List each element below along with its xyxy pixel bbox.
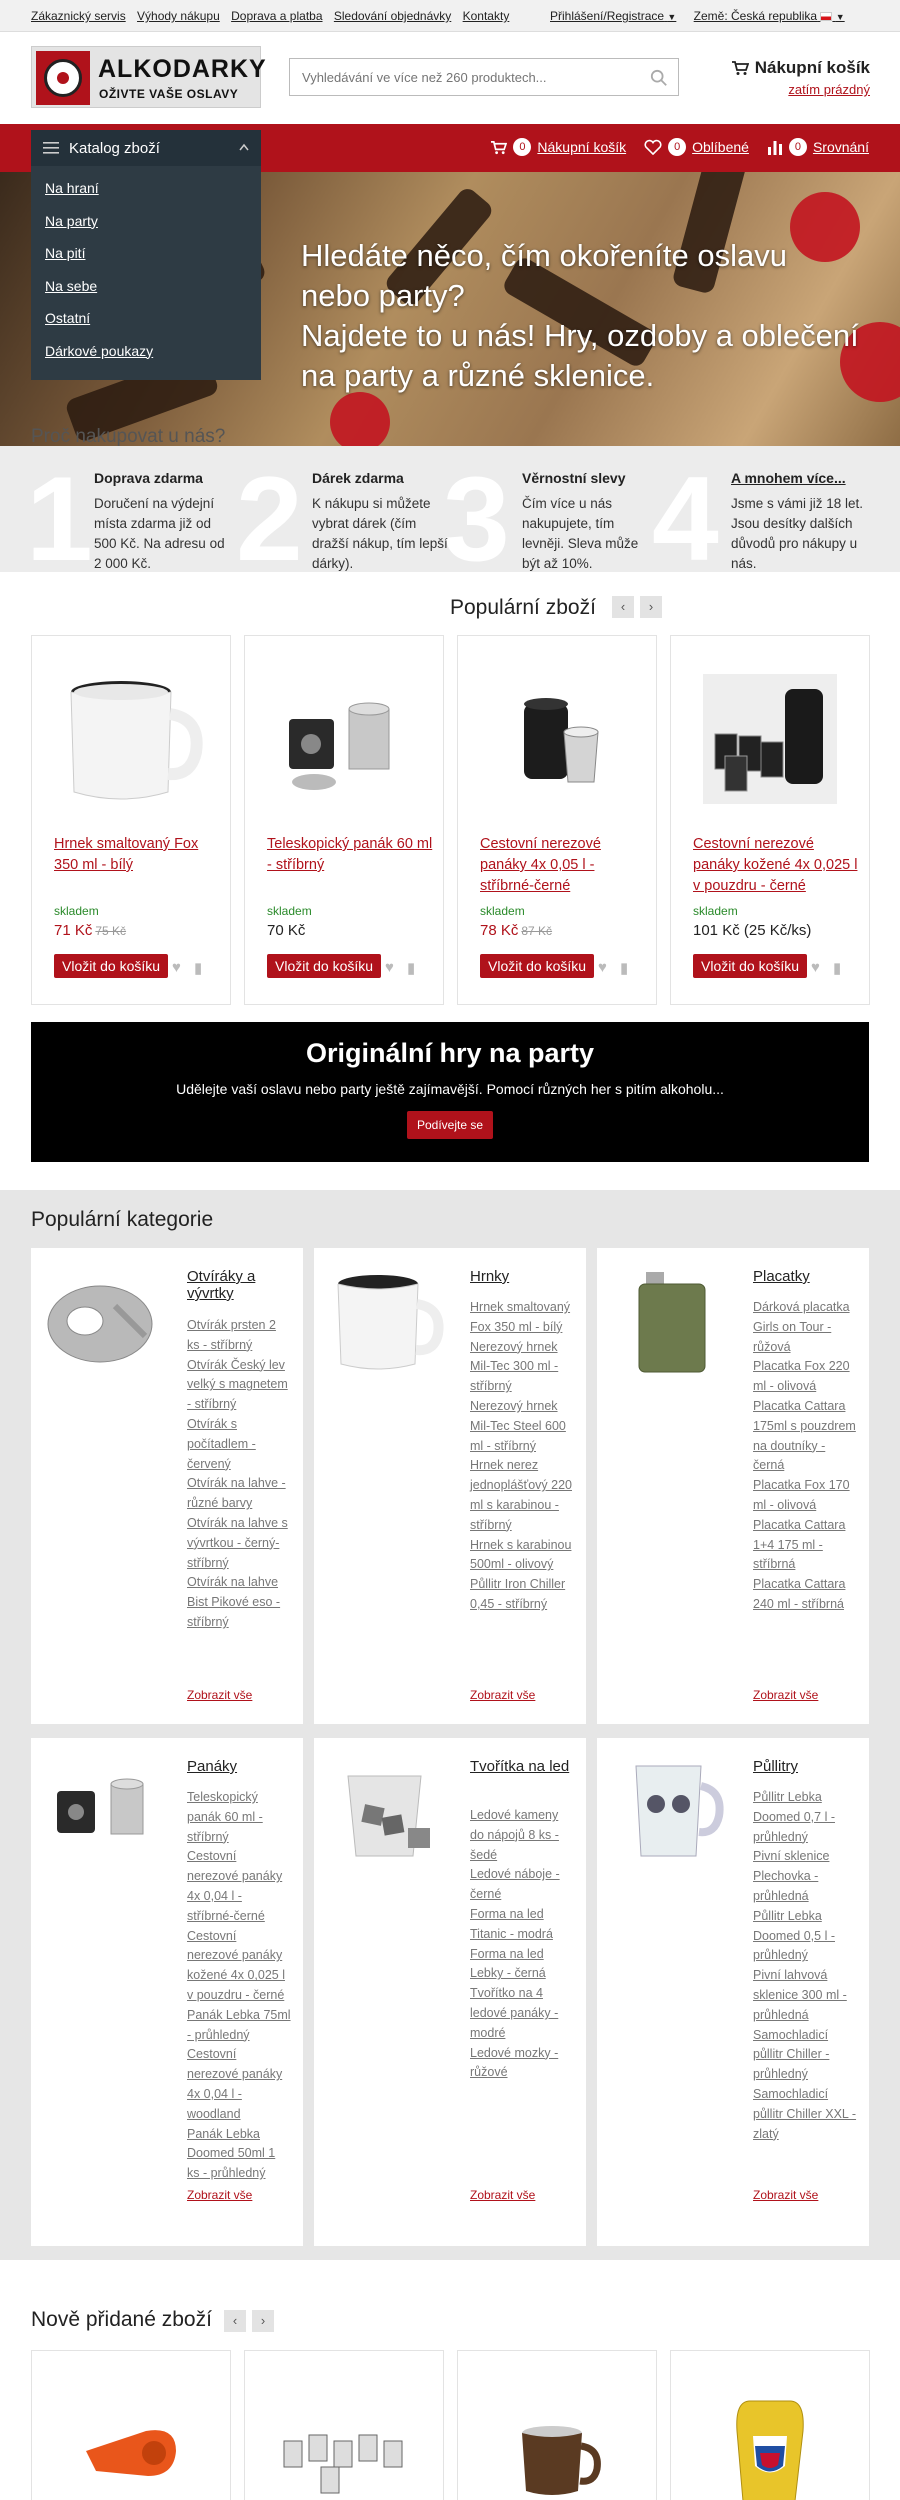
compare-count-badge: 0	[789, 138, 807, 156]
product-image-travel-shots[interactable]	[482, 664, 632, 814]
category-product-link[interactable]: Pivní lahvová sklenice 300 ml - průhledná	[753, 1968, 847, 2022]
top-bar	[0, 0, 900, 32]
category-product-list	[187, 1788, 291, 2184]
category-image-ice-molds[interactable]	[328, 1756, 446, 1866]
compare-bars-icon[interactable]: ▮	[833, 960, 842, 977]
category-product-link[interactable]: Cestovní nerezové panáky kožené 4x 0,025 l v pouzdru - černé	[187, 1928, 285, 2002]
heart-icon[interactable]: ♥	[385, 959, 394, 976]
category-product-link[interactable]: Ledové kameny do nápojů 8 ks - šedé	[470, 1808, 559, 1862]
category-product-link[interactable]: Forma na led Lebky - černá	[470, 1946, 546, 1981]
link-order-tracking[interactable]: Sledování objednávky	[333, 9, 452, 23]
product-image-slovak-opener[interactable]	[695, 2391, 845, 2500]
category-product-link[interactable]: Cestovní nerezové panáky 4x 0,04 l - stříbrné-černé	[187, 1849, 283, 1923]
cart-status: zatím prázdný	[788, 82, 870, 97]
prev-arrow-icon[interactable]: ‹	[224, 2310, 246, 2332]
category-product-link[interactable]: Samochladicí půllitr Chiller XXL - zlatý	[753, 2086, 857, 2141]
link-contacts[interactable]: Kontakty	[462, 9, 510, 23]
category-product-link[interactable]: Ledové náboje - černé	[470, 1867, 560, 1902]
catalog-menu	[31, 130, 261, 380]
add-to-cart-button[interactable]: Vložit do košíku	[693, 954, 807, 978]
why-us-title: Proč nakupovat u nás?	[31, 426, 226, 447]
why-us-section	[0, 426, 900, 586]
add-to-cart-button[interactable]: Vložit do košíku	[54, 954, 168, 978]
catalog-item-na-sebe[interactable]: Na sebe	[45, 277, 98, 294]
product-image-shot-glasses-set[interactable]	[269, 2391, 419, 2500]
product-image-telescopic-shot[interactable]	[269, 664, 419, 814]
logo-emblem-icon	[36, 51, 90, 105]
show-all-link[interactable]: Zobrazit vše	[187, 1688, 253, 1702]
category-card-ice-molds	[314, 1738, 586, 2246]
category-product-link[interactable]: Dárková placatka Girls on Tour - růžová	[753, 1300, 850, 1354]
login-link[interactable]: Přihlášení/Registrace ▼	[550, 9, 677, 23]
category-product-link[interactable]: Otvírák na lahve Bist Pikové eso - stříbrný	[187, 1575, 281, 1629]
category-image-shots[interactable]	[45, 1756, 163, 1866]
add-to-cart-button[interactable]: Vložit do košíku	[480, 954, 594, 978]
compare-bars-icon[interactable]: ▮	[407, 960, 416, 977]
compare-bars-icon[interactable]: ▮	[194, 960, 203, 977]
header-cart[interactable]: Nákupní košík zatím prázdný	[725, 58, 870, 97]
category-image-mugs[interactable]	[328, 1266, 446, 1376]
category-title[interactable]: Hrnky	[470, 1268, 510, 1285]
category-card-flasks	[597, 1248, 869, 1724]
category-product-link[interactable]: Otvírák na lahve - různé barvy	[187, 1476, 286, 1511]
heart-icon[interactable]: ♥	[811, 959, 820, 976]
product-price: 101 Kč (25 Kč/ks)	[693, 922, 812, 939]
old-price: 75 Kč	[95, 924, 127, 938]
show-all-link[interactable]: Zobrazit vše	[470, 1688, 536, 1702]
heart-icon	[644, 139, 662, 155]
category-title[interactable]: Půllitry	[753, 1758, 799, 1775]
product-name[interactable]: Cestovní nerezové panáky kožené 4x 0,025 l v pouzdru - černé	[693, 836, 858, 894]
category-product-link[interactable]: Otvírák prsten 2 ks - stříbrný	[187, 1318, 276, 1352]
show-all-link[interactable]: Zobrazit vše	[470, 2188, 536, 2202]
search-icon[interactable]	[650, 69, 668, 87]
category-title[interactable]: Otvíráky a vývrtky	[187, 1268, 256, 1302]
category-product-link[interactable]: Otvírák Český lev velký s magnetem - stříbrný	[187, 1357, 288, 1412]
category-image-flasks[interactable]	[611, 1266, 729, 1376]
category-product-list	[470, 1298, 574, 1615]
category-product-link[interactable]: Placatka Cattara 175ml s pouzdrem na doutníky - černá	[753, 1398, 856, 1473]
category-product-link[interactable]: Hrnek smaltovaný Fox 350 ml - bílý	[470, 1300, 571, 1334]
category-product-link[interactable]: Nerezový hrnek Mil-Tec Steel 600 ml - stříbrný	[470, 1398, 566, 1453]
category-image-openers[interactable]	[45, 1266, 163, 1376]
compare-bars-icon[interactable]: ▮	[620, 960, 629, 977]
category-title[interactable]: Placatky	[753, 1268, 810, 1285]
product-card[interactable]	[31, 635, 231, 1005]
nav-compare[interactable]: 0 Srovnání	[767, 138, 869, 156]
category-product-link[interactable]: Placatka Cattara 240 ml - stříbrná	[753, 1577, 846, 1611]
product-name[interactable]: Cestovní nerezové panáky 4x 0,05 l - stříbrné-černé	[480, 836, 601, 894]
product-price: 71 Kč 75 Kč	[54, 922, 127, 939]
prev-arrow-icon[interactable]: ‹	[612, 596, 634, 618]
product-card[interactable]	[670, 635, 870, 1005]
stock-status: skladem	[480, 904, 525, 918]
new-product-card[interactable]	[31, 2350, 231, 2500]
search-input[interactable]	[290, 59, 630, 95]
category-product-link[interactable]: Placatka Fox 220 ml - olivová	[753, 1359, 850, 1394]
category-product-link[interactable]: Nerezový hrnek Mil-Tec 300 ml - stříbrný	[470, 1339, 559, 1394]
brand-name: ALKODARKY	[98, 55, 267, 83]
benefit-loyalty: Věrnostní slevy Čím více u nás nakupujete, tím levněji. Sleva může být až 10%.	[522, 470, 639, 571]
category-product-link[interactable]: Otvírák s počítadlem - červený	[187, 1416, 256, 1471]
stock-status: skladem	[54, 904, 99, 918]
category-product-link[interactable]: Forma na led Titanic - modrá	[470, 1906, 553, 1941]
catalog-item-na-hrani[interactable]: Na hraní	[45, 180, 99, 196]
popular-categories-section	[0, 1190, 900, 2260]
catalog-toggle[interactable]: Katalog zboží	[31, 130, 261, 166]
category-image-skull-mug[interactable]	[611, 1756, 729, 1866]
category-card-shots	[31, 1738, 303, 2246]
new-product-card[interactable]	[244, 2350, 444, 2500]
link-shipping[interactable]: Doprava a platba	[231, 9, 323, 23]
category-title[interactable]: Panáky	[187, 1758, 238, 1775]
category-product-link[interactable]: Teleskopický panák 60 ml - stříbrný	[187, 1790, 263, 1844]
category-product-link[interactable]: Panák Lebka 75ml - průhledný	[187, 2007, 291, 2042]
stock-status: skladem	[693, 904, 738, 918]
product-name[interactable]: Teleskopický panák 60 ml - stříbrný	[267, 836, 433, 873]
benefit-number: 3	[443, 452, 510, 586]
product-image-whistle[interactable]	[56, 2391, 206, 2500]
catalog-item-ostatni[interactable]: Ostatní	[45, 310, 91, 326]
chevron-up-icon	[239, 143, 249, 151]
product-image-enamel-mug[interactable]	[56, 664, 206, 814]
benefit-number: 1	[26, 452, 93, 586]
category-product-link[interactable]: Placatka Cattara 1+4 175 ml - stříbrná	[753, 1517, 846, 1572]
product-name[interactable]: Hrnek smaltovaný Fox 350 ml - bílý	[54, 836, 199, 873]
product-price: 78 Kč 87 Kč	[480, 922, 553, 939]
compare-bars-icon	[767, 139, 783, 155]
benefit-free-shipping: Doprava zdarma Doručení na výdejní místa zdarma již od 500 Kč. Na adresu od 2 000 Kč.	[94, 470, 225, 571]
category-product-link[interactable]: Panák Lebka Doomed 50ml 1 ks - průhledný	[187, 2126, 276, 2181]
link-customer-service[interactable]: Zákaznický servis	[31, 9, 126, 23]
search-box	[289, 58, 679, 96]
benefit-more[interactable]: A mnohem více... Jsme s vámi již 18 let. Jsou desítky dalších důvodů pro nákupy u nás.	[731, 470, 864, 571]
popular-categories-title: Populární kategorie	[31, 1208, 214, 1231]
nav-cart[interactable]: 0 Nákupní košík	[490, 138, 626, 156]
hero-image-cup	[330, 392, 390, 446]
cart-count-badge: 0	[513, 138, 531, 156]
benefit-free-gift: Dárek zdarma K nákupu si můžete vybrat dárek (čím dražší nákup, tím lepší dárky).	[312, 470, 448, 571]
service-links	[31, 9, 517, 23]
category-card-beer-mugs	[597, 1738, 869, 2246]
category-product-link[interactable]: Hrnek nerez jednoplášťový 220 ml s karabinou - stříbrný	[470, 1458, 572, 1532]
product-image-leather-shots[interactable]	[695, 664, 845, 814]
category-product-link[interactable]: Hrnek s karabinou 500ml - olivový	[470, 1537, 572, 1572]
show-all-link[interactable]: Zobrazit vše	[187, 2188, 253, 2202]
old-price: 87 Kč	[521, 924, 553, 938]
product-image-brown-mug[interactable]	[482, 2391, 632, 2500]
category-product-link[interactable]: Tvořítko na 4 ledové panáky - modré	[470, 1986, 559, 2040]
heart-icon[interactable]: ♥	[172, 959, 181, 976]
country-selector[interactable]: Země: Česká republika ▼	[693, 9, 845, 23]
category-product-link[interactable]: Otvírák na lahve s vývrtkou - černý-stříbrný	[187, 1515, 288, 1570]
category-product-list	[470, 1806, 574, 2083]
new-product-card[interactable]	[670, 2350, 870, 2500]
site-logo[interactable]	[31, 46, 267, 108]
stock-status: skladem	[267, 904, 312, 918]
category-product-list	[187, 1316, 291, 1633]
new-products-title: Nově přidané zboží	[31, 2308, 212, 2331]
catalog-item-na-piti[interactable]: Na pití	[45, 245, 86, 261]
category-product-link[interactable]: Placatka Fox 170 ml - olivová	[753, 1478, 850, 1512]
product-card[interactable]	[244, 635, 444, 1005]
product-card[interactable]	[457, 635, 657, 1005]
cart-icon	[731, 60, 749, 76]
chevron-down-icon: ▼	[835, 12, 845, 22]
brand-tagline: OŽIVTE VAŠE OSLAVY	[99, 87, 239, 101]
banner-text: Udělejte vaší oslavu nebo party ještě zajímavější. Pomocí různých her s pitím alkoholu...	[176, 1081, 724, 1097]
party-games-banner	[31, 1022, 869, 1162]
category-product-list	[753, 1298, 857, 1615]
benefit-number: 4	[652, 452, 719, 586]
category-card-openers	[31, 1248, 303, 1724]
show-all-link[interactable]: Zobrazit vše	[753, 1688, 819, 1702]
catalog-item-darkove-poukazy[interactable]: Dárkové poukazy	[45, 342, 154, 359]
add-to-cart-button[interactable]: Vložit do košíku	[267, 954, 381, 978]
category-product-link[interactable]: Cestovní nerezové panáky 4x 0,04 l - woodland	[187, 2047, 283, 2121]
product-price: 70 Kč	[267, 922, 306, 939]
banner-title: Originální hry na party	[305, 1038, 595, 1068]
header	[0, 32, 900, 124]
heart-icon[interactable]: ♥	[598, 959, 607, 976]
popular-products-title: Populární zboží	[450, 596, 596, 619]
category-product-link[interactable]: Ledové mozky - růžové	[470, 2045, 559, 2080]
hero-text: Hledáte něco, čím okořeníte oslavu nebo party? Najdete to u nás! Hry, ozdoby a oblečení na party a různé sklenice.	[301, 238, 859, 393]
banner-button[interactable]: Podívejte se	[407, 1111, 493, 1139]
category-product-link[interactable]: Pivní sklenice Plechovka - průhledná	[753, 1849, 830, 1903]
next-arrow-icon[interactable]: ›	[252, 2310, 274, 2332]
category-product-link[interactable]: Samochladicí půllitr Chiller - průhledný	[753, 2027, 830, 2082]
new-product-card[interactable]	[457, 2350, 657, 2500]
catalog-item-na-party[interactable]: Na party	[45, 212, 98, 229]
category-product-link[interactable]: Půllitr Iron Chiller 0,45 - stříbrný	[470, 1577, 566, 1611]
cart-icon	[490, 140, 507, 155]
chevron-down-icon: ▼	[667, 12, 677, 22]
nav-favorites[interactable]: 0 Oblíbené	[644, 138, 749, 156]
hamburger-icon	[43, 142, 59, 154]
category-title[interactable]: Tvořítka na led	[470, 1758, 570, 1775]
next-arrow-icon[interactable]: ›	[640, 596, 662, 618]
czech-flag-icon	[820, 12, 832, 21]
favorites-count-badge: 0	[668, 138, 686, 156]
category-card-mugs	[314, 1248, 586, 1724]
category-product-link[interactable]: Půllitr Lebka Doomed 0,7 l - průhledný	[753, 1790, 835, 1844]
link-benefits[interactable]: Výhody nákupu	[137, 9, 220, 23]
show-all-link[interactable]: Zobrazit vše	[753, 2188, 819, 2202]
benefit-number: 2	[236, 452, 303, 586]
category-product-link[interactable]: Půllitr Lebka Doomed 0,5 l - průhledný	[753, 1908, 835, 1963]
category-product-list	[753, 1788, 857, 2144]
